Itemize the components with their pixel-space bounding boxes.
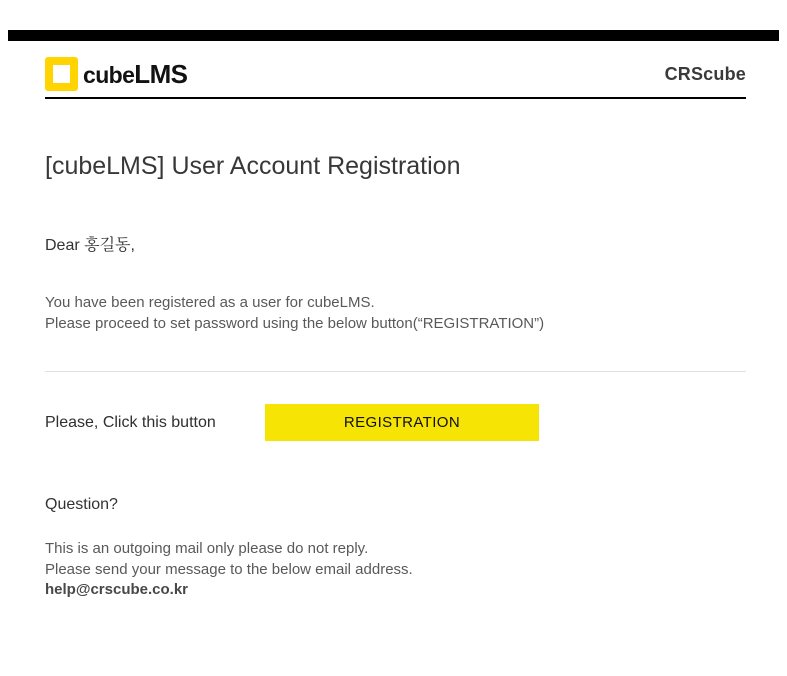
footer-line-1: This is an outgoing mail only please do not reply. — [45, 540, 369, 557]
footer-line-2: Please send your message to the below email address. — [45, 561, 413, 578]
support-email: help@crscube.co.kr — [45, 581, 189, 598]
company-name: CRScube — [664, 63, 746, 84]
greeting-text: Dear 홍길동, — [45, 237, 135, 254]
top-accent-bar — [8, 30, 779, 41]
logo-text-cube: cube — [83, 62, 135, 88]
cta-prompt-text: Please, Click this button — [45, 414, 216, 431]
question-heading: Question? — [45, 496, 118, 513]
header-divider — [45, 97, 746, 99]
registration-button[interactable]: REGISTRATION — [265, 404, 539, 441]
cube-square-icon — [45, 57, 78, 91]
body-line-1: You have been registered as a user for cubeLMS. — [45, 294, 375, 311]
logo-text-lms: LMS — [134, 59, 188, 89]
cubelms-logo — [45, 57, 187, 91]
section-divider — [45, 371, 746, 372]
email-header — [45, 55, 746, 93]
body-line-2: Please proceed to set password using the below button(“REGISTRATION”) — [45, 315, 545, 332]
email-subject-title: [cubeLMS] User Account Registration — [45, 152, 461, 180]
cubelms-logo-text — [83, 61, 187, 87]
